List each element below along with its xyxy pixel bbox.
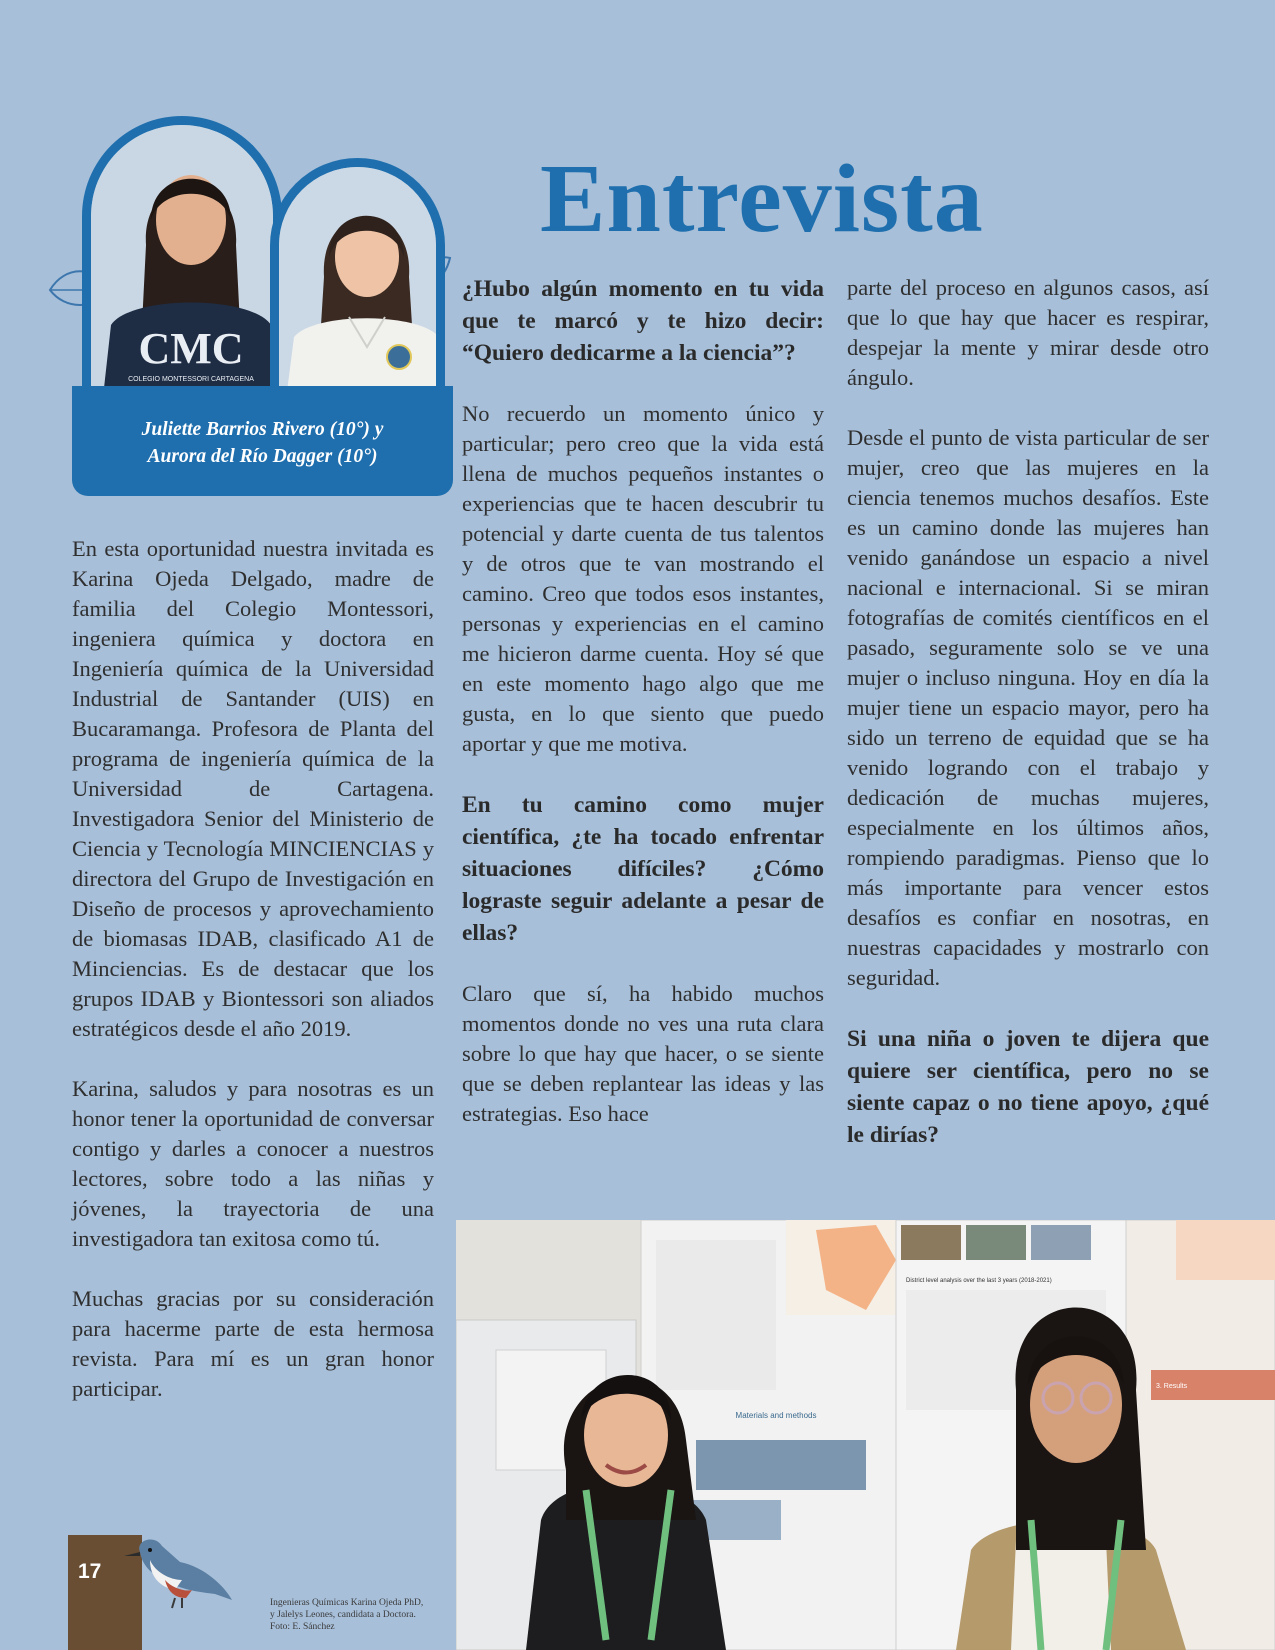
answer-2: Claro que sí, ha habido muchos momentos donde no ves una ruta clara sobre lo que hay que hacer, o se siente que se deben replantear las ideas y las estrategias. Eso hace: [462, 981, 824, 1126]
column-intro: [72, 534, 434, 1434]
shirt-school-name: COLEGIO MONTESSORI CARTAGENA: [128, 376, 254, 383]
answer-1: No recuerdo un momento único y particular; pero creo que la vida está llena de muchos pequeños instantes o experiencias que te hacen descubrir tu potencial y darte cuenta de tus talentos y de otros que te van mostrando el camino. Creo que todos esos instantes, personas y experiencias en el camino me hicieron darme cuenta. Hoy sé que en este momento hago algo que me gusta, en lo que siento que puedo aportar y que me motiva.: [462, 401, 824, 756]
greeting-paragraph: Karina, saludos y para nosotras es un honor tener la oportunidad de conversar contigo y darles a conocer a nuestros lectores, sobre todo a las niñas y jóvenes, la trayectoria de una investigadora tan exitosa como tú.: [72, 1076, 434, 1251]
poster-heading: Materials and methods: [735, 1411, 817, 1420]
intro-paragraph: En esta oportunidad nuestra invitada es Karina Ojeda Delgado, madre de familia del Colegio Montessori, ingeniera química y doctora en Ingeniería química de la Universidad Industrial de Santander (UIS) en Bucaramanga. Profesora de Planta del programa de ingeniería química de la Universidad de Cartagena. Investigadora Senior del Ministerio de Ciencia y Tecnología MINCIENCIAS y directora del Grupo de Investigación en Diseño de procesos y aprovechamiento de biomasas IDAB, clasificado A1 de Minciencias. Es de destacar que los grupos IDAB y Biontessori son aliados estratégicos desde el año 2019.: [72, 536, 434, 1041]
caption-line-2: Aurora del Río Dagger (10°): [147, 446, 378, 467]
researchers-photo: [456, 1220, 1275, 1650]
thanks-paragraph: Muchas gracias por su consideración para hacerme parte de esta hermosa revista. Para mí es un gran honor participar.: [72, 1286, 434, 1401]
poster-table-heading: District level analysis over the last 3 years (2018-2021): [906, 1278, 1052, 1284]
credit-line-2: y Jalelys Leones, candidata a Doctora.: [270, 1610, 416, 1620]
page-number: 17: [78, 1560, 102, 1583]
question-3: Si una niña o joven te dijera que quiere ser científica, pero no se siente capaz o no tiene apoyo, ¿qué le dirías?: [847, 1026, 1209, 1148]
poster-results: 3. Results: [1156, 1383, 1188, 1390]
student-photo-juliette: [82, 116, 282, 406]
question-1: ¿Hubo algún momento en tu vida que te marcó y te hizo decir: “Quiero dedicarme a la ciencia”?: [462, 276, 824, 366]
answer-2-continued: parte del proceso en algunos casos, así que lo que hay que hacer es respirar, despejar la mente y mirar desde otro ángulo.: [847, 275, 1209, 390]
credit-line-1: Ingenieras Químicas Karina Ojeda PhD,: [270, 1598, 424, 1608]
caption-line-1: Juliette Barrios Rivero (10°) y: [141, 419, 384, 440]
student-photo-aurora: [270, 158, 445, 406]
question-2: En tu camino como mujer científica, ¿te ha tocado enfrentar situaciones difíciles? ¿Cómo lograste seguir adelante a pesar de ellas?: [462, 792, 824, 946]
credit-line-3: Foto: E. Sánchez: [270, 1622, 335, 1632]
answer-3: Desde el punto de vista particular de ser mujer, creo que las mujeres en la ciencia tenemos muchos desafíos. Este es un camino donde las mujeres han venido ganándose un espacio a nivel nacional e internacional. Si se miran fotografías de comités científicos en el pasado, seguramente solo se ve una mujer o incluso ninguna. Hoy en día la mujer tiene un espacio mayor, pero ha sido un terreno de equidad que se ha venido logrando con el trabajo y dedicación de muchas mujeres, especialmente en los últimos años, rompiendo paradigmas. Pienso que lo más importante para vencer estos desafíos es confiar en nosotras, en nuestras capacidades y mostrarlo con seguridad.: [847, 425, 1209, 990]
student-portraits: [40, 110, 460, 390]
column-interview-1: [462, 273, 824, 1129]
portrait-caption: [72, 386, 453, 496]
shirt-logo: CMC: [138, 324, 244, 373]
page-title: Entrevista: [540, 145, 984, 253]
photo-credit: [270, 1597, 450, 1633]
kingfisher-bird-icon: [120, 1532, 240, 1612]
column-interview-2: [847, 273, 1209, 1181]
